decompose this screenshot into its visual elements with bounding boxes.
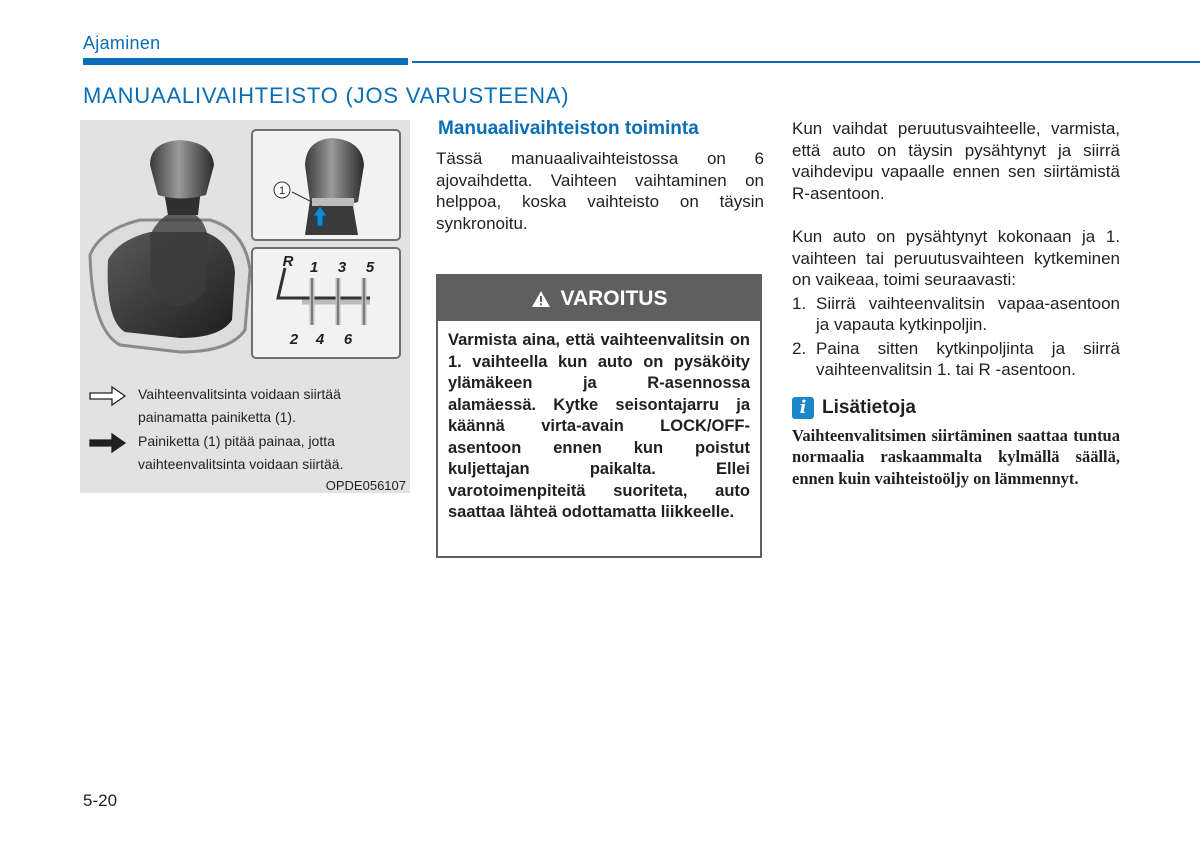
info-icon: i xyxy=(792,397,814,419)
step-number: 1. xyxy=(792,293,807,313)
right-column xyxy=(792,118,1120,489)
gear-label-6: 6 xyxy=(343,331,353,348)
reverse-gear-paragraph: Kun vaihdat peruutusvaihteelle, varmista, että auto on täysin pysähtynyt ja siirrä vaihdevipu vapaalle ennen sen siirtämistä R-asentoon. xyxy=(792,119,1120,203)
warning-text: Varmista aina, että vaihteenvalitsin on 1. vaihteella kun auto on pysäköity ylämäkeen ja R-asennossa alamäessä. Kytke seisontajarru ja käännä virta-avain LOCK/OFF-asentoon ennen kun poistut kuljettajan paikalta. Ellei varotoimenpiteitä suoriteta, auto saattaa lähteä odottamatta liikkeelle. xyxy=(448,331,750,521)
page-number: 5-20 xyxy=(83,791,118,810)
operation-section xyxy=(436,118,764,234)
step-text: Siirrä vaihteenvalitsin vapaa-asentoon ja vapauta kytkinpoljin. xyxy=(816,293,1120,334)
shifter-main xyxy=(90,140,250,352)
gear-label-r: R xyxy=(282,253,294,270)
header-rule-thick xyxy=(83,58,408,65)
solid-arrow-icon xyxy=(88,432,128,454)
figure-code: OPDE056107 xyxy=(325,478,406,493)
callout-number: 1 xyxy=(278,185,286,197)
step-item xyxy=(792,293,1120,336)
step-number: 2. xyxy=(792,338,807,358)
legend-text: Painiketta (1) pitää painaa, jotta vaihteenvalitsinta voidaan siirtää. xyxy=(138,433,344,472)
gear-label-5: 5 xyxy=(365,259,375,276)
gear-label-1: 1 xyxy=(309,259,319,276)
operation-heading: Manuaalivaihteiston toiminta xyxy=(438,118,699,139)
info-heading: Lisätietoja xyxy=(822,396,916,418)
gear-shift-figure xyxy=(80,120,410,493)
page-title: MANUAALIVAIHTEISTO (JOS VARUSTEENA) xyxy=(83,83,570,108)
outline-arrow-icon xyxy=(88,385,128,407)
step-text: Paina sitten kytkinpoljinta ja siirrä vaihteenvalitsin 1. tai R -asentoon. xyxy=(816,338,1120,379)
warning-box xyxy=(436,274,762,558)
info-header xyxy=(792,397,1120,419)
warning-label: VAROITUS xyxy=(560,286,668,310)
gear-shifter-illustration xyxy=(80,120,410,370)
step-item xyxy=(792,338,1120,381)
gear-label-2: 2 xyxy=(289,331,299,348)
gear-label-3: 3 xyxy=(337,259,347,276)
info-text: Vaihteenvalitsimen siirtäminen saattaa tuntua normaalia raskaammalta kylmällä säällä, ennen kuin vaihteistoöljy on lämmennyt. xyxy=(792,425,1120,488)
section-header: Ajaminen xyxy=(83,33,161,53)
operation-text: Tässä manuaalivaihteistossa on 6 ajovaihdetta. Vaihteen vaihtaminen on helppoa, koska vaihteisto on täysin synkronoitu. xyxy=(436,149,764,233)
stopped-paragraph: Kun auto on pysähtynyt kokonaan ja 1. vaihteen tai peruutusvaihteen kytkeminen on vaikeaa, toimi seuraavasti: xyxy=(792,227,1120,289)
gear-label-4: 4 xyxy=(315,331,325,348)
warning-header xyxy=(438,276,760,321)
inset-shifter-detail xyxy=(252,130,400,240)
shift-pattern-diagram xyxy=(252,248,400,358)
header-rule-thin xyxy=(412,61,1200,63)
warning-triangle-icon xyxy=(531,290,551,308)
legend-text: Vaihteenvalitsinta voidaan siirtää painamatta painiketta (1). xyxy=(138,386,341,425)
